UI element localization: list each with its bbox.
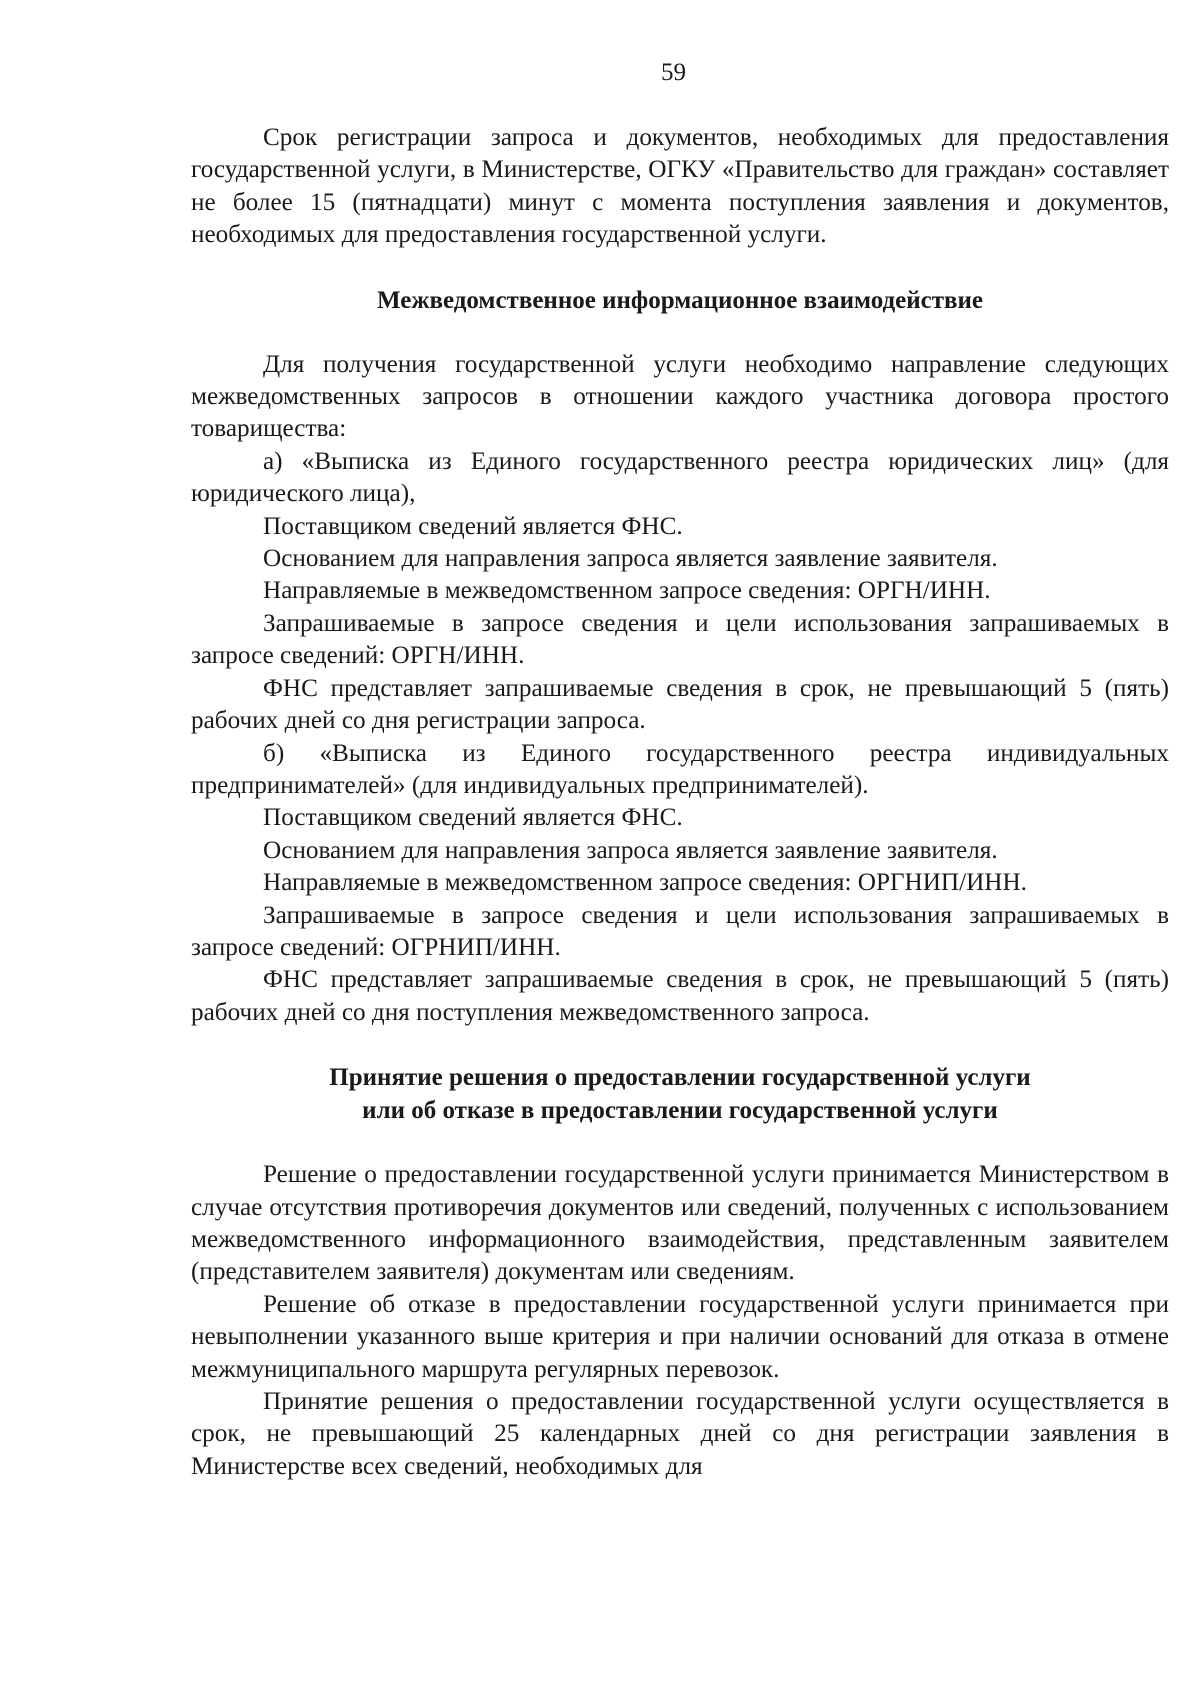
section-heading-line-1: Принятие решения о предоставлении государственной услуги <box>329 1064 1031 1092</box>
paragraph: Запрашиваемые в запросе сведения и цели использования запрашиваемых в запросе сведений: ОГРНИП/ИНН. <box>191 901 1169 961</box>
paragraph: Для получения государственной услуги необходимо направление следующих межведомственных запросов в отношении каждого участника договора простого товарищества: <box>191 350 1169 443</box>
section-heading: Межведомственное информационное взаимодействие <box>377 286 983 314</box>
paragraph: Решение о предоставлении государственной услуги принимается Министерством в случае отсутствия противоречия документов или сведений, полученных с использованием межведомственного информационного взаимодействия, представленным заявителем (представителем заявителя) документам или сведениям. <box>191 1161 1169 1286</box>
paragraph: Направляемые в межведомственном запросе сведения: ОРГНИП/ИНН. <box>263 869 1027 897</box>
paragraph: ФНС представляет запрашиваемые сведения в срок, не превышающий 5 (пять) рабочих дней со дня регистрации запроса. <box>191 674 1169 735</box>
paragraph: Принятие решения о предоставлении государственной услуги осуществляется в срок, не превышающий 25 календарных дней со дня регистрации заявления в Министерстве всех сведений, необходимых для <box>191 1388 1169 1480</box>
list-item: а) «Выписка из Единого государственного реестра юридических лиц» (для юридического лица), <box>191 447 1169 508</box>
paragraph: Решение об отказе в предоставлении государственной услуги принимается при невыполнении указанного выше критерия и при наличии оснований для отказа в отмене межмуниципального маршрута регулярных перевозок. <box>191 1290 1169 1383</box>
paragraph: Основанием для направления запроса является заявление заявителя. <box>263 545 998 573</box>
paragraph: Поставщиком сведений является ФНС. <box>263 512 683 540</box>
page-number: 59 <box>661 59 686 86</box>
paragraph: Срок регистрации запроса и документов, необходимых для предоставления государственной услуги, в Министерстве, ОГКУ «Правительство для граждан» составляет не более 15 (пятнадцати) минут с момента поступления заявления и документов, необходимых для предоставления государственной услуги. <box>191 124 1169 249</box>
paragraph: Основанием для направления запроса является заявление заявителя. <box>263 836 998 864</box>
paragraph: Поставщиком сведений является ФНС. <box>263 804 683 832</box>
paragraph: Направляемые в межведомственном запросе сведения: ОРГН/ИНН. <box>263 577 991 605</box>
document-body <box>191 122 1169 1483</box>
section-heading-line-2: или об отказе в предоставлении государственной услуги <box>362 1097 998 1125</box>
list-item: б) «Выписка из Единого государственного реестра индивидуальных предпринимателей» (для индивидуальных предпринимателей). <box>191 739 1169 799</box>
paragraph: ФНС представляет запрашиваемые сведения в срок, не превышающий 5 (пять) рабочих дней со дня поступления межведомственного запроса. <box>191 966 1169 1026</box>
paragraph: Запрашиваемые в запросе сведения и цели использования запрашиваемых в запросе сведений: ОРГН/ИНН. <box>191 609 1169 670</box>
